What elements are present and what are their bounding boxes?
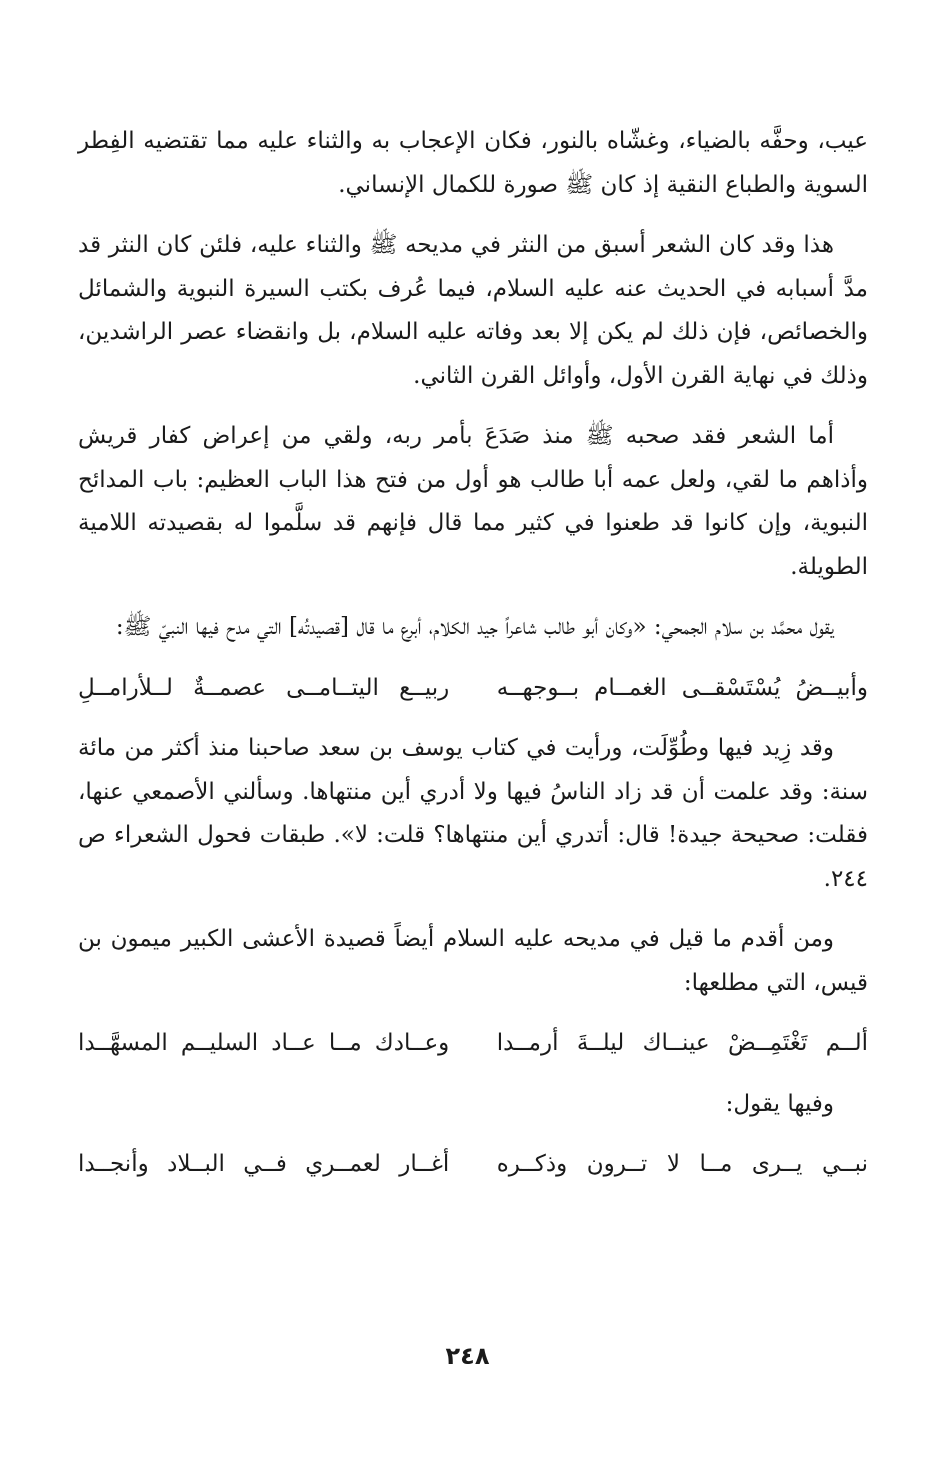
paragraph-poetry-precedence: هذا وقد كان الشعر أسبق من النثر في مديحه ﷺ والثناء عليه، فلئن كان النثر قد مدَّ أسبابه في الحديث عنه عليه السلام، فيما عُرف بكتب السيرة النبوية والشمائل والخصائص، فإن ذلك لم يكن إلا بعد وفاته عليه السلام، بل وانقضاء عصر الراشدين، وذلك في نهاية القرن الأول، وأوائل القرن الثاني.	[78, 232, 868, 389]
verse-first-hemistich: نبــي يــرى مــا لا تــرون وذكــره	[496, 1151, 868, 1177]
verse-second-hemistich: ربيــع اليتــامــى عصمــةٌ لــلأرامــلِ	[78, 674, 450, 701]
page-body	[78, 120, 868, 1204]
verse-second-hemistich: وعــادك مــا عــاد السليــم المسهَّــدا	[78, 1030, 450, 1056]
paragraph-asha: ومن أقدم ما قيل في مديحه عليه السلام أيضاً قصيدة الأعشى الكبير ميمون بن قيس، التي مطلعها:	[78, 926, 868, 996]
verse-first-hemistich: وأبيــضُ يُسْتَسْقــى الغمــام بــوجهــه	[496, 674, 868, 701]
paragraph-continuation: عيب، وحفَّه بالضياء، وغشّاه بالنور، فكان الإعجاب به والثناء عليه مما تقتضيه الفِطر السوية والطباع النقية إذ كان ﷺ صورة للكمال الإنساني.	[78, 128, 868, 198]
verse-line-2	[78, 1022, 868, 1066]
verse-line-3	[78, 1143, 868, 1187]
page-number: ٢٤٨	[445, 1342, 490, 1370]
paragraph-jumahi-quote: يقول محمَّد بن سلام الجمحي: «وكان أبو طالب شاعراً جيد الكلام، أبرع ما قال [قصيدتُه] التي مدح فيها النبيّ ﷺ:	[115, 614, 834, 640]
verse-line-1	[78, 667, 868, 711]
paragraph-abu-talib: أما الشعر فقد صحبه ﷺ منذ صَدَعَ بأمر ربه، ولقي من إعراض كفار قريش وأذاهم ما لقي، ولعل عمه أبا طالب هو أول من فتح هذا الباب العظيم: باب المدائح النبوية، وإن كانوا قد طعنوا في كثير مما قال فإنهم قد سلَّموا له بقصيدته اللامية الطويلة.	[78, 423, 868, 580]
verse-second-hemistich: أغــار لعمــري فــي البــلاد وأنجــدا	[78, 1151, 450, 1177]
paragraph-additions: وقد زِيد فيها وطُوِّلَت، ورأيت في كتاب يوسف بن سعد صاحبنا منذ أكثر من مائة سنة: وقد علمت أن قد زاد الناسُ فيها ولا أدري أين منتهاها. وسألني الأصمعي عنها، فقلت: صحيحة جيدة! قال: أتدري أين منتهاها؟ قلت: لا». طبقات فحول الشعراء ص ٢٤٤.	[78, 735, 868, 892]
verse-first-hemistich: ألــم تَغْتَمِــضْ عينــاك ليلــةَ أرمــدا	[496, 1030, 868, 1056]
paragraph-intro-verse: وفيها يقول:	[725, 1090, 834, 1117]
